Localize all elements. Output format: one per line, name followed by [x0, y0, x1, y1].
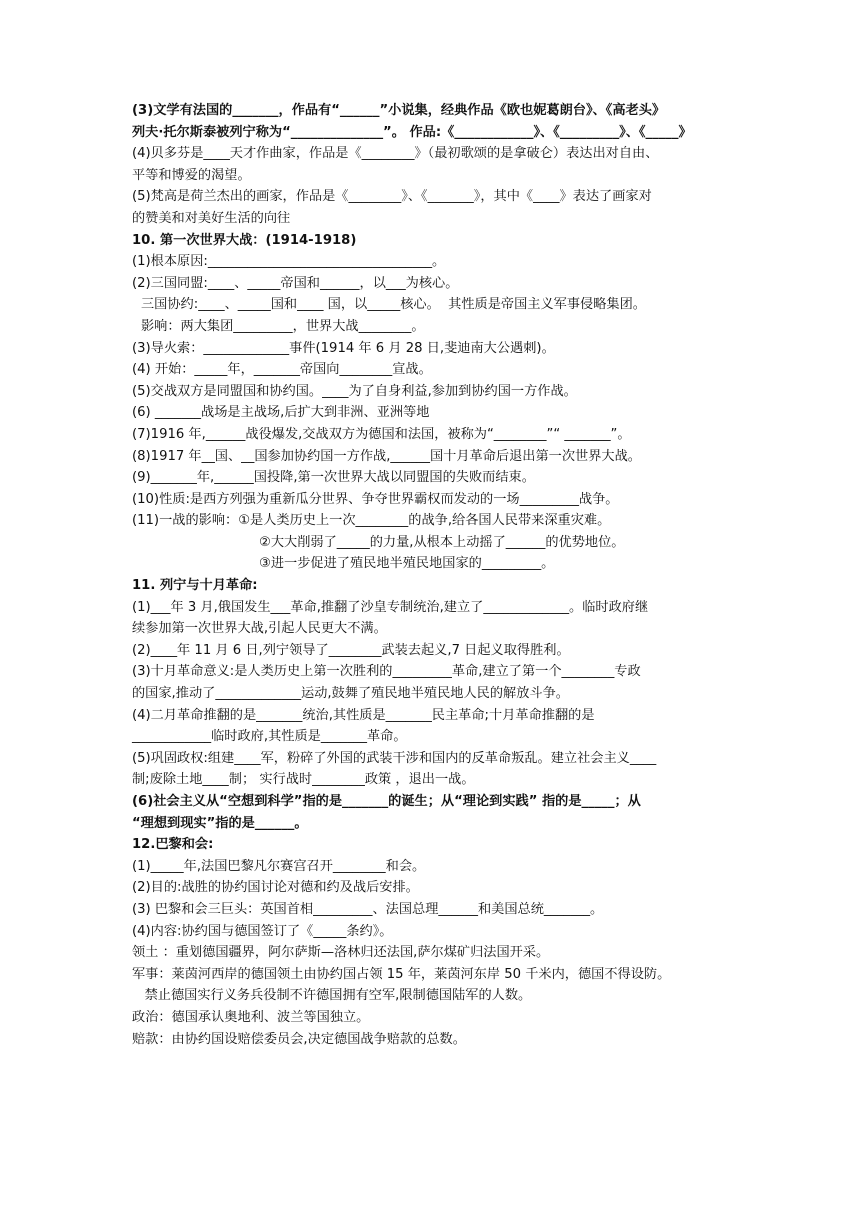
text-line: 平等和博爱的渴望。: [132, 167, 251, 183]
text-line: ③进一步促进了殖民地半殖民地国家的_________。: [259, 556, 555, 572]
text-line: (6)社会主义从“空想到科学”指的是_______的诞生；从“理论到实践” 指的是_____；从: [132, 794, 641, 809]
text-line: 领土 ：重划德国疆界，阿尔萨斯—洛林归还法国,萨尔煤矿归法国开采。: [132, 945, 550, 961]
text-line: (6) _______战场是主战场,后扩大到非洲、亚洲等地: [132, 405, 430, 421]
text-line: ____________临时政府,其性质是_______革命。: [132, 729, 407, 745]
text-line: (1)___年 3 月,俄国发生___革命,推翻了沙皇专制统治,建立了_____________。临时政府继: [132, 599, 649, 615]
text-line: (3)十月革命意义:是人类历史上第一次胜利的_________革命,建立了第一个________专政: [132, 664, 641, 680]
text-line: 禁止德国实行义务兵役制不许德国拥有空军,限制德国陆军的人数。: [132, 988, 532, 1004]
text-line: ②大大削弱了_____的力量,从根本上动摇了______的优势地位。: [259, 534, 625, 550]
text-line: 制;废除土地____制； 实行战时________政策 ，退出一战。: [132, 772, 475, 788]
section-heading: 10. 第一次世界大战：(1914-1918): [132, 232, 357, 248]
text-line: 赔款：由协约国设赔偿委员会,决定德国战争赔款的总数。: [132, 1031, 466, 1047]
text-line: (4) 开始：_____年，_______帝国向________宣战。: [132, 362, 432, 378]
text-line: 的国家,推动了_____________运动,鼓舞了殖民地半殖民地人民的解放斗争。: [132, 686, 569, 702]
text-line: (2)三国同盟:____、_____帝国和______，以___为核心。: [132, 275, 459, 291]
text-line: (1)_____年,法国巴黎凡尔赛宫召开________和会。: [132, 858, 426, 874]
text-line: 政治：德国承认奥地利、波兰等国独立。: [132, 1009, 370, 1025]
text-line: 列夫·托尔斯泰被列宁称为“______________”。 作品:《____________》、《_________》、《_____》: [132, 124, 692, 140]
text-line: 的赞美和对美好生活的向往: [132, 210, 291, 226]
text-line: “理想到现实”指的是______。: [132, 815, 308, 831]
section-heading: 12.巴黎和会:: [132, 837, 214, 853]
text-line: (2)目的:战胜的协约国讨论对德和约及战后安排。: [132, 880, 419, 896]
document-page: [132, 100, 732, 1050]
text-line: 续参加第一次世界大战,引起人民更大不满。: [132, 621, 387, 637]
text-line: (5)梵高是荷兰杰出的画家，作品是《________》、《_______》，其中《____》表达了画家对: [132, 189, 652, 205]
text-line: 影响：两大集团_________，世界大战________。: [141, 318, 425, 334]
text-line: 三国协约:____、_____国和____ 国，以_____核心。 其性质是帝国主义军事侵略集团。: [141, 297, 646, 313]
text-line: (4)内容:协约国与德国签订了《_____条约》。: [132, 923, 393, 939]
text-line: (3)文学有法国的_______，作品有“______”小说集，经典作品《欧也妮葛朗台》、《高老头》: [132, 103, 666, 118]
section-heading: 11. 列宁与十月革命:: [132, 578, 258, 594]
text-line: (11)一战的影响：①是人类历史上一次________的战争,给各国人民带来深重灾难。: [132, 513, 611, 529]
text-line: (5)巩固政权:组建____军，粉碎了外国的武装干涉和国内的反革命叛乱。建立社会主义____: [132, 750, 657, 766]
text-line: (5)交战双方是同盟国和协约国。____为了自身利益,参加到协约国一方作战。: [132, 383, 577, 399]
text-line: (3) 巴黎和会三巨头：英国首相_________、法国总理______和美国总统_______。: [132, 901, 604, 917]
text-line: (8)1917 年__国、__国参加协约国一方作战,______国十月革命后退出第一次世界大战。: [132, 448, 641, 464]
text-line: (4)二月革命推翻的是_______统治,其性质是_______民主革命;十月革命推翻的是: [132, 707, 595, 723]
text-line: (10)性质:是西方列强为重新瓜分世界、争夺世界霸权而发动的一场_________战争。: [132, 491, 619, 507]
text-line: (2)____年 11 月 6 日,列宁领导了________武装去起义,7 日起义取得胜利。: [132, 642, 570, 658]
text-line: (1)根本原因:__________________________________。: [132, 254, 446, 270]
text-line: (7)1916 年,______战役爆发,交战双方为德国和法国，被称为“________”“ _______”。: [132, 426, 631, 442]
text-line: (9)_______年,______国投降,第一次世界大战以同盟国的失败而结束。: [132, 470, 535, 486]
text-line: 军事：莱茵河西岸的德国领土由协约国占领 15 年，莱茵河东岸 50 千米内，德国不得设防。: [132, 966, 671, 982]
text-line: (3)导火索：_____________事件(1914 年 6 月 28 日,斐迪南大公遇刺)。: [132, 340, 555, 356]
text-line: (4)贝多芬是____天才作曲家，作品是《________》（最初歌颂的是拿破仑）表达出对自由、: [132, 146, 659, 162]
